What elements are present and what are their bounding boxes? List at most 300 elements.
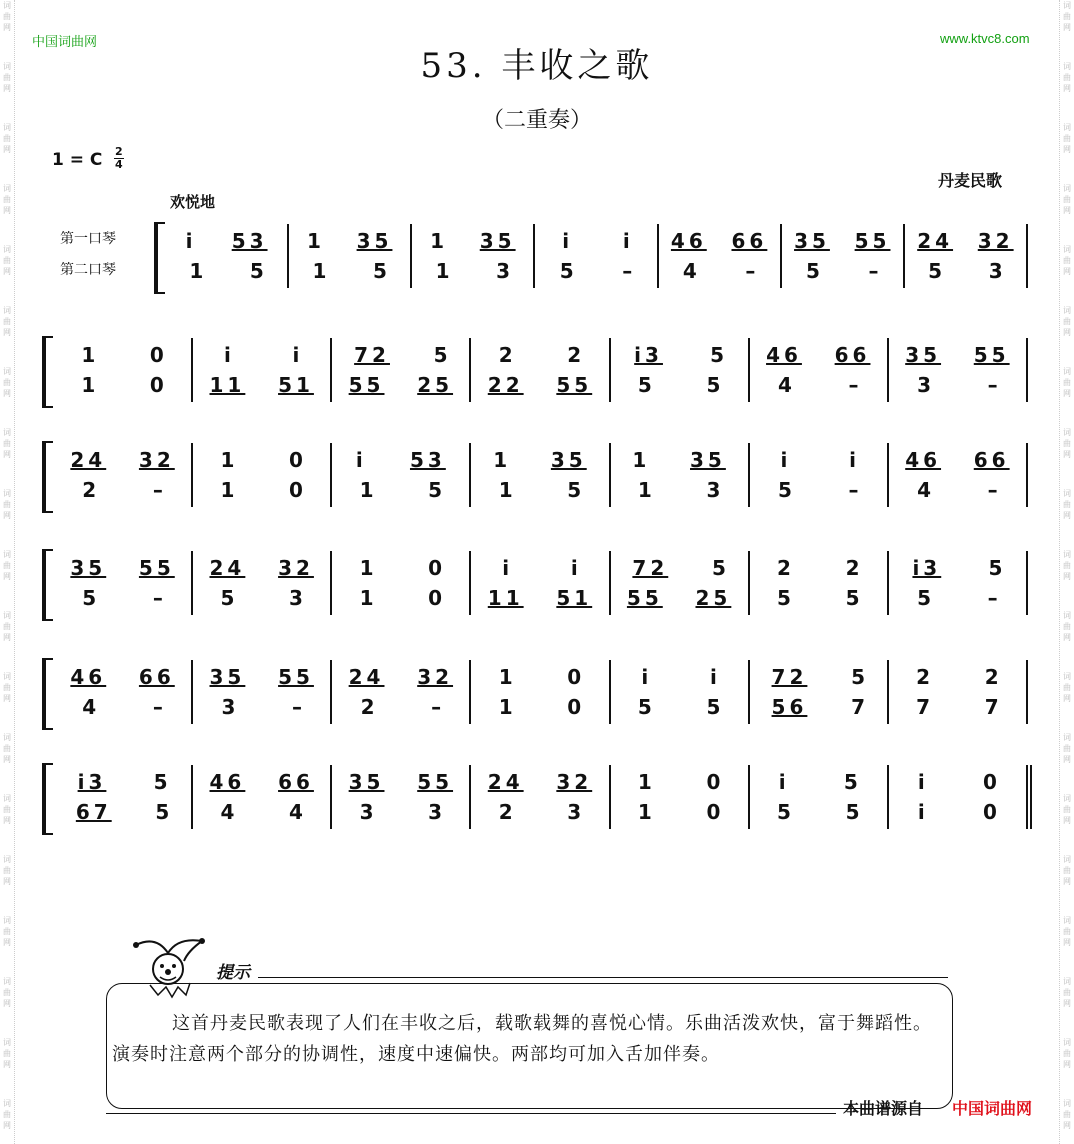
margin-watermark-text: 词曲网 bbox=[1063, 184, 1071, 215]
note-group: 5 bbox=[249, 259, 264, 283]
part-two-notes bbox=[193, 373, 330, 397]
measure bbox=[193, 660, 332, 724]
measure bbox=[166, 224, 289, 288]
note-group: 3 bbox=[221, 695, 236, 719]
note-group: i bbox=[641, 665, 649, 689]
note-group: 5 bbox=[843, 770, 858, 794]
margin-watermark-text: 词曲网 bbox=[1063, 611, 1071, 642]
note-group: 35 bbox=[356, 229, 393, 253]
note-group: 5 bbox=[637, 695, 652, 719]
note-group: 22 bbox=[487, 373, 524, 397]
margin-watermark-text: 词曲网 bbox=[1063, 916, 1071, 947]
part-two-notes bbox=[193, 800, 330, 824]
system-bracket bbox=[42, 763, 53, 835]
note-group: 1 bbox=[498, 665, 513, 689]
note-group: 2 bbox=[845, 556, 860, 580]
margin-watermark-text: 词曲网 bbox=[1063, 428, 1071, 459]
note-group: 11 bbox=[487, 586, 524, 610]
part-one-notes bbox=[750, 448, 887, 472]
note-group: i bbox=[355, 448, 363, 472]
note-group: 24 bbox=[70, 448, 107, 472]
part-one-notes bbox=[889, 448, 1026, 472]
note-group: 0 bbox=[149, 343, 164, 367]
page-title: 53. 丰收之歌 bbox=[420, 46, 654, 86]
part-two-notes bbox=[889, 695, 1026, 719]
part-two-notes bbox=[412, 259, 533, 283]
part-two-notes bbox=[193, 695, 330, 719]
part-two-notes bbox=[782, 259, 903, 283]
part-two-notes bbox=[750, 695, 887, 719]
note-group: 0 bbox=[706, 800, 721, 824]
note-group: 35 bbox=[209, 665, 246, 689]
note-group: 7 bbox=[916, 695, 931, 719]
score-system bbox=[42, 338, 1028, 402]
note-group: 46 bbox=[670, 229, 707, 253]
tip-text: 这首丹麦民歌表现了人们在丰收之后，载歌载舞的喜悦心情。乐曲活泼欢快，富于舞蹈性。演奏时注意两个部分的协调性，速度中速偏快。两部均可加入舌加伴奏。 bbox=[112, 1013, 932, 1065]
note-group: 1 bbox=[220, 478, 235, 502]
note-group: 0 bbox=[428, 556, 443, 580]
site-watermark-right[interactable]: www.ktvc8.com bbox=[940, 31, 1030, 46]
part-label-second: 第二口琴 bbox=[60, 262, 116, 278]
note-group: 55 bbox=[348, 373, 385, 397]
part-one-notes bbox=[471, 343, 608, 367]
part-two-notes bbox=[659, 259, 780, 283]
part-one-notes bbox=[782, 229, 903, 253]
note-group: – bbox=[848, 373, 859, 397]
note-group: 4 bbox=[682, 259, 697, 283]
part-two-notes bbox=[535, 259, 656, 283]
note-group: i3 bbox=[634, 343, 663, 367]
note-group: 66 bbox=[834, 343, 871, 367]
note-group: 55 bbox=[138, 556, 175, 580]
part-one-notes bbox=[750, 343, 887, 367]
part-one-notes bbox=[611, 343, 748, 367]
note-group: 46 bbox=[70, 665, 107, 689]
note-group: 1 bbox=[81, 343, 96, 367]
measure bbox=[782, 224, 905, 288]
part-two-notes bbox=[54, 373, 191, 397]
margin-watermark-text: 词曲网 bbox=[3, 245, 11, 276]
note-group: 4 bbox=[917, 478, 932, 502]
note-group: 3 bbox=[567, 800, 582, 824]
margin-watermark-text: 词曲网 bbox=[1063, 1, 1071, 32]
note-group: 5 bbox=[153, 770, 168, 794]
part-two-notes bbox=[166, 259, 287, 283]
time-signature bbox=[114, 146, 124, 171]
part-two-notes bbox=[611, 695, 748, 719]
note-group: 72 bbox=[354, 343, 390, 367]
note-group: 1 bbox=[498, 695, 513, 719]
note-group: 5 bbox=[637, 373, 652, 397]
part-two-notes bbox=[889, 373, 1026, 397]
note-group: 5 bbox=[845, 586, 860, 610]
part-one-notes bbox=[889, 770, 1026, 794]
part-two-notes bbox=[471, 695, 608, 719]
note-group: 35 bbox=[550, 448, 587, 472]
note-group: 5 bbox=[567, 478, 582, 502]
note-group: 4 bbox=[289, 800, 303, 824]
note-group: 3 bbox=[917, 373, 932, 397]
note-group: 2 bbox=[916, 665, 931, 689]
margin-watermark-text: 词曲网 bbox=[1063, 1038, 1071, 1069]
measure bbox=[471, 660, 610, 724]
note-group: 0 bbox=[982, 800, 997, 824]
note-group: – bbox=[987, 373, 998, 397]
note-group: – bbox=[152, 695, 163, 719]
note-group: i bbox=[562, 229, 570, 253]
margin-watermark-text: 词曲网 bbox=[1063, 855, 1071, 886]
right-margin-watermark bbox=[1059, 0, 1074, 1144]
measure bbox=[54, 338, 193, 402]
note-group: 25 bbox=[417, 373, 454, 397]
measure bbox=[193, 551, 332, 615]
system-bracket bbox=[42, 336, 53, 408]
note-group: 25 bbox=[695, 586, 732, 610]
note-group: 3 bbox=[359, 800, 374, 824]
note-group: 5 bbox=[559, 259, 574, 283]
note-group: 53 bbox=[409, 448, 446, 472]
note-group: i bbox=[778, 770, 786, 794]
measure bbox=[193, 338, 332, 402]
note-group: i bbox=[917, 770, 925, 794]
part-one-notes bbox=[54, 448, 191, 472]
note-group: 32 bbox=[417, 665, 454, 689]
margin-watermark-text: 词曲网 bbox=[1063, 367, 1071, 398]
measure bbox=[332, 551, 471, 615]
site-watermark-left[interactable]: 中国词曲网 bbox=[32, 34, 98, 49]
score-system bbox=[42, 551, 1028, 615]
measure bbox=[611, 660, 750, 724]
part-label-first: 第一口琴 bbox=[60, 231, 116, 247]
measure bbox=[611, 443, 750, 507]
part-two-notes bbox=[289, 259, 410, 283]
margin-watermark-text: 词曲网 bbox=[1063, 1099, 1071, 1130]
note-group: 3 bbox=[428, 800, 443, 824]
note-group: 2 bbox=[360, 695, 375, 719]
note-group: 3 bbox=[496, 259, 511, 283]
note-group: – bbox=[431, 695, 442, 719]
part-two-notes bbox=[332, 586, 469, 610]
note-group: 5 bbox=[706, 373, 721, 397]
note-group: 7 bbox=[851, 695, 865, 719]
margin-watermark-text: 词曲网 bbox=[3, 611, 11, 642]
note-group: 66 bbox=[973, 448, 1010, 472]
margin-watermark-text: 词曲网 bbox=[1063, 489, 1071, 520]
note-group: – bbox=[868, 259, 879, 283]
note-group: 1 bbox=[189, 259, 204, 283]
part-one-notes bbox=[905, 229, 1026, 253]
note-group: i bbox=[223, 343, 231, 367]
footer-site-link[interactable]: 中国词曲网 bbox=[952, 1099, 1033, 1118]
tempo-marking: 欢悦地 bbox=[170, 193, 216, 211]
note-group: 5 bbox=[988, 556, 1003, 580]
part-one-notes bbox=[471, 448, 608, 472]
measure bbox=[471, 338, 610, 402]
part-one-notes bbox=[659, 229, 780, 253]
part-two-notes bbox=[332, 373, 469, 397]
measure bbox=[54, 765, 193, 829]
part-one-notes bbox=[611, 556, 748, 580]
measure bbox=[471, 443, 610, 507]
measure bbox=[332, 443, 471, 507]
note-group: 35 bbox=[905, 343, 942, 367]
note-group: 3 bbox=[706, 478, 721, 502]
part-one-notes bbox=[750, 665, 887, 689]
measure bbox=[750, 765, 889, 829]
note-group: 5 bbox=[710, 343, 725, 367]
part-one-notes bbox=[750, 556, 887, 580]
part-one-notes bbox=[332, 448, 469, 472]
left-margin-watermark bbox=[0, 0, 15, 1144]
measure bbox=[332, 660, 471, 724]
part-one-notes bbox=[166, 229, 287, 253]
note-group: i bbox=[709, 665, 717, 689]
part-one-notes bbox=[289, 229, 410, 253]
note-group: 56 bbox=[771, 695, 808, 719]
note-group: 66 bbox=[278, 770, 314, 794]
note-group: 5 bbox=[851, 665, 865, 689]
note-group: – bbox=[152, 478, 163, 502]
note-group: 1 bbox=[493, 448, 508, 472]
note-group: 55 bbox=[556, 373, 593, 397]
note-group: – bbox=[745, 259, 756, 283]
part-two-notes bbox=[54, 586, 191, 610]
note-group: 24 bbox=[209, 556, 246, 580]
note-group: 5 bbox=[778, 478, 792, 502]
part-one-notes bbox=[412, 229, 533, 253]
margin-watermark-text: 词曲网 bbox=[3, 184, 11, 215]
margin-watermark-text: 词曲网 bbox=[3, 672, 11, 703]
part-one-notes bbox=[54, 665, 191, 689]
system-bracket bbox=[42, 658, 53, 730]
part-two-notes bbox=[889, 800, 1026, 824]
note-group: 2 bbox=[777, 556, 791, 580]
note-group: 0 bbox=[567, 665, 582, 689]
margin-watermark-text: 词曲网 bbox=[1063, 672, 1071, 703]
note-group: 3 bbox=[988, 259, 1003, 283]
note-group: 24 bbox=[348, 665, 385, 689]
note-group: 0 bbox=[149, 373, 164, 397]
note-group: 1 bbox=[312, 259, 327, 283]
note-group: 53 bbox=[231, 229, 268, 253]
note-group: 5 bbox=[777, 800, 791, 824]
note-group: 32 bbox=[977, 229, 1014, 253]
note-group: i bbox=[780, 448, 788, 472]
note-group: 24 bbox=[917, 229, 954, 253]
margin-watermark-text: 词曲网 bbox=[3, 1038, 11, 1069]
note-group: 5 bbox=[711, 556, 726, 580]
note-group: 32 bbox=[138, 448, 175, 472]
note-group: 32 bbox=[278, 556, 314, 580]
note-group: 0 bbox=[567, 695, 582, 719]
measure bbox=[611, 765, 750, 829]
note-group: 0 bbox=[706, 770, 721, 794]
measure bbox=[889, 443, 1028, 507]
note-group: 4 bbox=[778, 373, 792, 397]
part-one-notes bbox=[54, 343, 191, 367]
margin-watermark-text: 词曲网 bbox=[3, 916, 11, 947]
margin-watermark-text: 词曲网 bbox=[3, 367, 11, 398]
part-two-notes bbox=[471, 800, 608, 824]
note-group: 0 bbox=[289, 478, 303, 502]
part-one-notes bbox=[471, 770, 608, 794]
note-group: i3 bbox=[77, 770, 107, 794]
measure bbox=[889, 660, 1028, 724]
note-group: 35 bbox=[690, 448, 726, 472]
note-group: – bbox=[987, 478, 998, 502]
part-one-notes bbox=[193, 770, 330, 794]
margin-watermark-text: 词曲网 bbox=[1063, 977, 1071, 1008]
note-group: 1 bbox=[359, 586, 374, 610]
measure bbox=[332, 765, 471, 829]
note-group: 35 bbox=[794, 229, 830, 253]
margin-watermark-text: 词曲网 bbox=[3, 306, 11, 337]
score-system bbox=[154, 224, 1028, 288]
margin-watermark-text: 词曲网 bbox=[1063, 123, 1071, 154]
part-one-notes bbox=[889, 343, 1026, 367]
note-group: 1 bbox=[435, 259, 450, 283]
margin-watermark-text: 词曲网 bbox=[3, 1, 11, 32]
note-group: 2 bbox=[498, 800, 513, 824]
note-group: 55 bbox=[417, 770, 454, 794]
note-group: 1 bbox=[359, 478, 374, 502]
part-one-notes bbox=[193, 556, 330, 580]
margin-watermark-text: 词曲网 bbox=[3, 794, 11, 825]
note-group: i3 bbox=[912, 556, 942, 580]
part-two-notes bbox=[471, 586, 608, 610]
note-group: – bbox=[622, 259, 633, 283]
part-two-notes bbox=[471, 373, 608, 397]
note-group: 4 bbox=[220, 800, 235, 824]
measure bbox=[471, 551, 610, 615]
margin-watermark-text: 词曲网 bbox=[3, 62, 11, 93]
note-group: 5 bbox=[428, 478, 443, 502]
measure bbox=[889, 765, 1032, 829]
part-one-notes bbox=[611, 770, 748, 794]
time-denominator: 4 bbox=[115, 158, 123, 171]
note-group: 1 bbox=[637, 478, 652, 502]
score-system bbox=[42, 765, 1028, 829]
note-group: 66 bbox=[731, 229, 768, 253]
margin-watermark-text: 词曲网 bbox=[3, 1099, 11, 1130]
note-group: – bbox=[291, 695, 302, 719]
note-group: 51 bbox=[556, 586, 593, 610]
note-group: i bbox=[570, 556, 578, 580]
margin-watermark-text: 词曲网 bbox=[1063, 794, 1071, 825]
note-group: – bbox=[987, 586, 998, 610]
note-group: 55 bbox=[973, 343, 1010, 367]
part-two-notes bbox=[332, 800, 469, 824]
note-group: 2 bbox=[82, 478, 97, 502]
part-two-notes bbox=[611, 586, 748, 610]
part-two-notes bbox=[750, 373, 887, 397]
part-two-notes bbox=[611, 800, 748, 824]
margin-watermark-text: 词曲网 bbox=[3, 123, 11, 154]
measure bbox=[905, 224, 1028, 288]
measure bbox=[611, 551, 750, 615]
note-group: – bbox=[848, 478, 859, 502]
note-group: 1 bbox=[637, 800, 652, 824]
part-two-notes bbox=[889, 478, 1026, 502]
part-two-notes bbox=[750, 478, 887, 502]
note-group: 5 bbox=[917, 586, 932, 610]
margin-watermark-text: 词曲网 bbox=[3, 428, 11, 459]
note-group: 35 bbox=[479, 229, 516, 253]
measure bbox=[471, 765, 610, 829]
part-two-notes bbox=[750, 586, 887, 610]
note-group: 5 bbox=[845, 800, 860, 824]
note-group: 32 bbox=[556, 770, 593, 794]
part-one-notes bbox=[193, 448, 330, 472]
measure bbox=[193, 443, 332, 507]
part-one-notes bbox=[54, 556, 191, 580]
note-group: 35 bbox=[70, 556, 107, 580]
tip-divider bbox=[258, 977, 948, 978]
part-one-notes bbox=[332, 343, 469, 367]
part-two-notes bbox=[193, 478, 330, 502]
measure bbox=[412, 224, 535, 288]
note-group: i bbox=[292, 343, 300, 367]
composer: 丹麦民歌 bbox=[938, 171, 1003, 190]
note-group: i bbox=[849, 448, 856, 472]
note-group: 7 bbox=[984, 695, 999, 719]
part-one-notes bbox=[611, 448, 748, 472]
note-group: 5 bbox=[928, 259, 943, 283]
note-group: 1 bbox=[637, 770, 652, 794]
margin-watermark-text: 词曲网 bbox=[3, 977, 11, 1008]
note-group: 1 bbox=[359, 556, 374, 580]
note-group: 46 bbox=[905, 448, 942, 472]
note-group: 5 bbox=[220, 586, 235, 610]
margin-watermark-text: 词曲网 bbox=[3, 489, 11, 520]
part-two-notes bbox=[750, 800, 887, 824]
margin-watermark-text: 词曲网 bbox=[1063, 306, 1071, 337]
note-group: 2 bbox=[567, 343, 582, 367]
note-group: 72 bbox=[771, 665, 808, 689]
note-group: 35 bbox=[348, 770, 385, 794]
note-group: 1 bbox=[81, 373, 96, 397]
note-group: i bbox=[502, 556, 510, 580]
measure bbox=[289, 224, 412, 288]
margin-watermark-text: 词曲网 bbox=[1063, 733, 1071, 764]
measure bbox=[54, 443, 193, 507]
system-bracket bbox=[42, 441, 53, 513]
margin-watermark-text: 词曲网 bbox=[1063, 62, 1071, 93]
part-one-notes bbox=[889, 665, 1026, 689]
time-numerator: 2 bbox=[115, 145, 123, 158]
part-one-notes bbox=[535, 229, 656, 253]
measure bbox=[750, 551, 889, 615]
part-two-notes bbox=[332, 478, 469, 502]
note-group: 0 bbox=[289, 448, 303, 472]
note-group: 3 bbox=[289, 586, 303, 610]
part-one-notes bbox=[611, 665, 748, 689]
note-group: 46 bbox=[766, 343, 802, 367]
note-group: 2 bbox=[984, 665, 999, 689]
margin-watermark-text: 词曲网 bbox=[3, 855, 11, 886]
note-group: 5 bbox=[806, 259, 820, 283]
note-group: 5 bbox=[777, 586, 791, 610]
note-group: 51 bbox=[278, 373, 314, 397]
measure bbox=[750, 660, 889, 724]
margin-watermark-text: 词曲网 bbox=[1063, 550, 1071, 581]
note-group: 1 bbox=[430, 229, 445, 253]
margin-watermark-text: 词曲网 bbox=[3, 550, 11, 581]
part-two-notes bbox=[54, 695, 191, 719]
note-group: 0 bbox=[982, 770, 997, 794]
part-two-notes bbox=[54, 800, 191, 824]
score-system bbox=[42, 443, 1028, 507]
